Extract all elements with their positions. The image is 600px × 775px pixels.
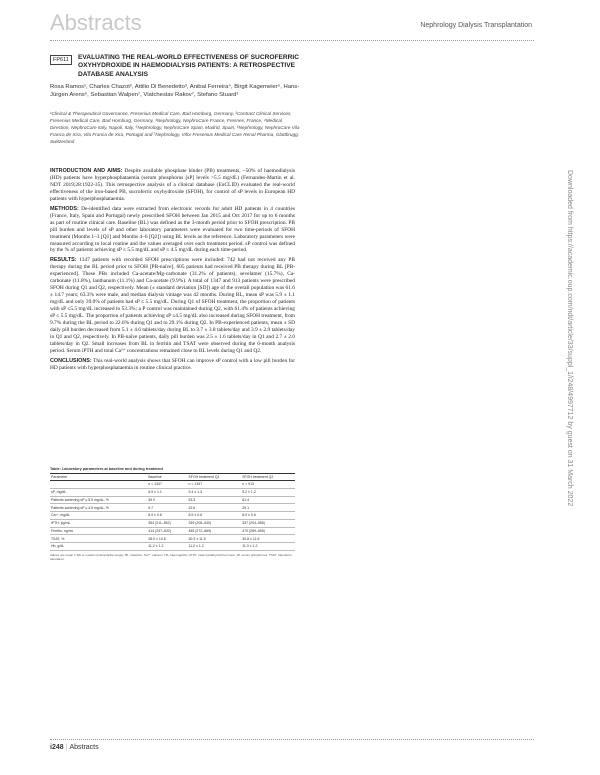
table-row — [50, 496, 295, 504]
table-cell: 8.9 ± 0.6 — [147, 512, 187, 520]
footer-divider — [50, 739, 534, 740]
table-cell: 8.9 ± 0.6 — [187, 512, 241, 520]
section-header: Abstracts — [50, 10, 142, 35]
journal-name: Nephrology Dialysis Transplantation — [420, 22, 532, 29]
section-heading: INTRODUCTION AND AIMS: — [50, 168, 123, 174]
table-row — [50, 527, 295, 535]
table-cell: iPTH, pg/mL — [50, 519, 147, 527]
footer-separator: | — [65, 744, 68, 751]
table-cell: 30.8 ± 11.6 — [241, 535, 295, 543]
article-title: EVALUATING THE REAL-WORLD EFFECTIVENESS OF SUCROFERRIC OXYHYDROXIDE IN HAEMODIALYSIS PATIENTS: A RETROSPECTIVE DATABASE ANALYSIS — [78, 54, 300, 78]
section-text: 1347 patients with recorded SFOH prescriptions were included: 742 had not received any PB therapy during the BL period prior to SFOH [PB-naïve], 605 patients had received PB therapy during BL [PB-experienced]. These PBs included Ca-acetate/Mg-carbonate (31.2% of patients), sevelamer (15.7%), Ca-carbonate (11.8%), lanthanum (11.1%) and Ca-acetate (9.9%). A total of 1347 and 913 patients were prescribed SFOH during Q1 and Q2, respectively. Mean (± standard deviation [SD]) age of the overall population was 61.6 ± 14.7 years; 63.3% were male, and median dialysis vintage was 42 months. During BL, mean sP was 5.9 ± 1.1 mg/dL and only 39.0% of patients had sP ≤ 5.5 mg/dL. During Q1 of SFOH treatment, the proportion of patients with sP ≤5.5 mg/dL increased to 53.3%; a P control was maintained during Q2, with 61.4% of patients achieving sP ≤ 5.5 mg/dL. The proportion of patients achieving sP ≤4.5 mg/dL also increased during SFOH treatment, from 9.7% during the BL period to 22.6% during Q1 and to 29.1% during Q2. In PB-experienced patients, mean ± SD daily pill burden decreased from 5.1 ± 4.6 tablets/day during BL to 3.7 ± 3.8 tablets/day and 3.9 ± 2.9 tablets/day in Q1 and Q2, respectively. In PB-naïve patients, daily pill burden was 2.5 ± 1.6 tablets/day in Q1 and 2.7 ± 2.0 tablets/day in Q2. Small increases from BL in ferritin and TSAT were observed during the 6-month analysis period. Serum iPTH and total Ca²⁺ concentrations remained close to BL levels during Q1 and Q2. — [50, 257, 295, 354]
table-header-cell: SFOH treatment Q1 — [187, 474, 241, 481]
page-footer — [50, 744, 99, 751]
data-table — [50, 473, 295, 551]
table-footnote: Values are mean ± SD or median (interquartile range). BL, baseline; Ca²⁺, calcium; Hb, haemoglobin; iPTH, intact parathyroid hormone; sP, serum phosphorus; TSAT, transferrin saturation. — [50, 553, 292, 562]
section-heading: RESULTS: — [50, 257, 77, 264]
section-heading: METHODS: — [50, 205, 79, 212]
table-row — [50, 481, 295, 489]
table-cell: Ferritin, ng/mL — [50, 527, 147, 535]
page-number: i248 — [50, 744, 64, 751]
table-cell: Ca²⁺, mg/dL — [50, 512, 147, 520]
table-cell: 354 (211–552) — [147, 519, 187, 527]
table-cell: 8.9 ± 0.6 — [241, 512, 295, 520]
abstract-body — [50, 168, 295, 375]
table-row — [50, 543, 295, 551]
footer-section: Abstracts — [69, 744, 99, 751]
table-row — [50, 488, 295, 496]
table-cell: Hb, g/dL — [50, 543, 147, 551]
table-cell: n = 913 — [241, 481, 295, 489]
section-methods — [50, 206, 295, 255]
table-cell: 61.4 — [241, 496, 295, 504]
table-cell: 337 (204–556) — [241, 519, 295, 527]
download-watermark — [565, 170, 574, 590]
table-header-cell: SFOH treatment Q2 — [241, 474, 295, 481]
section-text: De-identified data were extracted from electronic records for adult HD patients in 4 countries (France, Italy, Spain and Portugal) newly prescribed SFOH between Jan 2015 and Oct 2017 for up to 6 months as part of routine clinical care. Baseline (BL) was defined as the 3-month period prior to SFOH prescription. PB pill burden and levels of sP and other laboratory parameters were evaluated for two time-periods of SFOH treatment (Months 1–3 [Q1] and Months 4–6 [Q2]) using BL levels as the reference. Laboratory parameters were measured according to local routine and the values averaged over each treatment period. sP control was defined by the % of patients achieving sP ≤ 5.5 mg/dL and sP ≤ 4.5 mg/dL during each time-period. — [50, 205, 295, 254]
table-cell: 470 (289–695) — [241, 527, 295, 535]
section-results — [50, 257, 295, 354]
table-cell: 39.0 — [147, 496, 187, 504]
table-cell: 11.2 ± 1.2 — [187, 543, 241, 551]
section-conclusions — [50, 358, 295, 372]
table-cell: Patients achieving sP ≤ 5.5 mg/dL, % — [50, 496, 147, 504]
table-cell: 11.3 ± 1.2 — [241, 543, 295, 551]
table-row — [50, 535, 295, 543]
table-row — [50, 519, 295, 527]
table-header-row — [50, 474, 295, 481]
table-cell: 5.9 ± 1.1 — [147, 488, 187, 496]
section-introduction — [50, 168, 295, 203]
section-heading: CONCLUSIONS: — [50, 357, 92, 364]
table-cell — [50, 481, 147, 489]
table-cell: sP, mg/dL — [50, 488, 147, 496]
table-cell: 53.3 — [187, 496, 241, 504]
table-cell: 29.1 — [241, 504, 295, 512]
header-divider — [50, 40, 534, 41]
table-cell: 414 (237–632) — [147, 527, 187, 535]
author-list: Rosa Ramos¹, Charles Chazot², Attilio Di Benedetto³, Anibal Ferreira⁴, Birgit Kagemeier⁵, Hans-Jürgen Arens⁶, Sebastian Walpen⁷, Viatcheslav Rakov⁷, Stefano Stuard¹ — [50, 84, 300, 98]
table-cell: 455 (272–669) — [187, 527, 241, 535]
affiliations: ¹Clinical & Therapeutical Governance, Fresenius Medical Care, Bad Homburg, Germany, ²Contract Clinical Services, Fresenius Medical Care, Bad Homburg, Germany, ³Nephrology, NephroCare France, Fresnes, France, ⁴Medical Direction, NephroCare Italy, Napoli, Italy, ⁵Nephrology, NephroCare Spain, Madrid, Spain, ⁶Nephrology, NephroCare Vila Franca de Xira, Vila Franca de Xira, Portugal and ⁷Nephrology, Vifor Fresenius Medical Care Renal Pharma, Glattbrugg, Switzerland — [50, 111, 300, 144]
section-text: Despite available phosphate binder (PB) treatments, ~50% of haemodialysis (HD) patients have hyperphosphataemia (serum phosphorus [sP] levels >5.5 mg/dL) (Fernandes-Martin et al. NDT 2019;28:1922-35). This retrospective analysis of a clinical database (EuCLID) evaluated the real-world effectiveness of the iron-based PB, sucroferric oxyhydroxide (SFOH), for control of sP levels in European HD patients with hyperphosphataemia. — [50, 168, 295, 202]
abstract-code: FP611 — [50, 55, 72, 65]
table-cell: 28.0 ± 10.8 — [147, 535, 187, 543]
table-cell: TSAT, % — [50, 535, 147, 543]
table-header-cell: Parameter — [50, 474, 147, 481]
download-note: Downloaded from https://academic.oup.com/ndt/article/33/suppl_1/i248/4997712 by guest on 31 March 2022 — [566, 170, 573, 507]
table-row — [50, 512, 295, 520]
table-cell: 5.2 ± 1.2 — [241, 488, 295, 496]
table-cell: 11.2 ± 1.2 — [147, 543, 187, 551]
table-row — [50, 504, 295, 512]
table-caption: Table: Laboratory parameters at baseline and during treatment — [50, 467, 164, 471]
table-cell: Patients achieving sP ≤ 4.5 mg/dL, % — [50, 504, 147, 512]
table-cell: 22.6 — [187, 504, 241, 512]
table-cell: 30.3 ± 11.5 — [187, 535, 241, 543]
table-cell: n = 1347 — [187, 481, 241, 489]
table-cell: 9.7 — [147, 504, 187, 512]
table-cell: 5.4 ± 1.3 — [187, 488, 241, 496]
table-cell: n = 1347 — [147, 481, 187, 489]
table-cell: 339 (206–540) — [187, 519, 241, 527]
results-table — [50, 467, 295, 561]
table-header-cell: Baseline — [147, 474, 187, 481]
section-text: This real-world analysis shows that SFOH can improve sP control with a low pill burden for HD patients with hyperphosphataemia in routine clinical practice. — [50, 357, 295, 371]
